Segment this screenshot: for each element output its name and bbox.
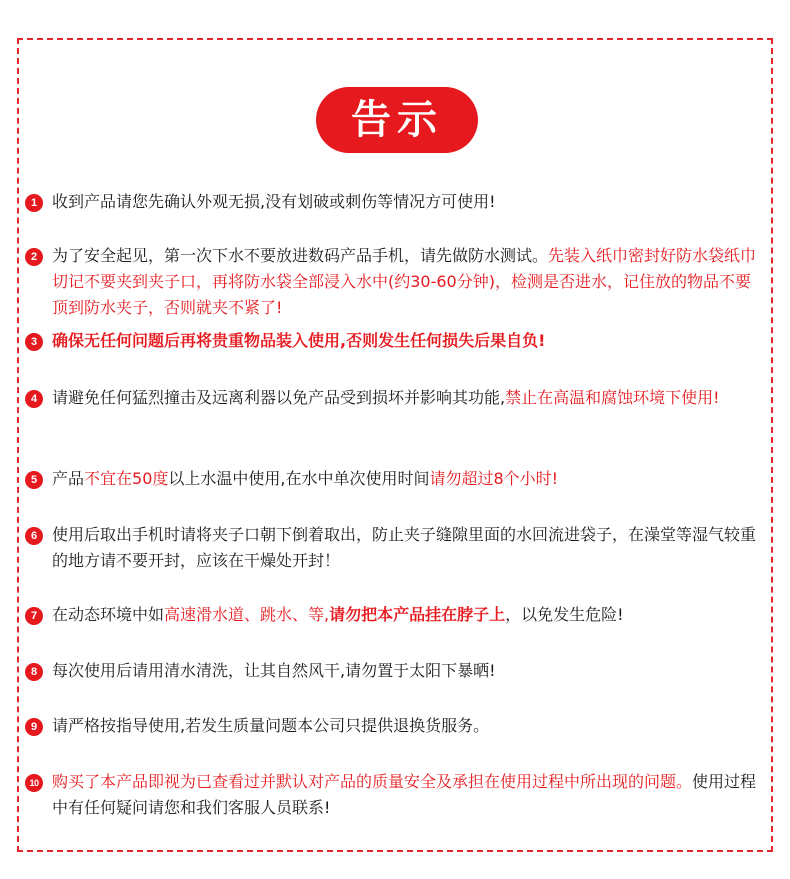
notice-text [52,466,765,492]
notice-item-10 [25,769,765,821]
number-badge: 8 [25,663,43,681]
notice-segment: 使用过程中有任何疑问请您和我们客服人员联系! [52,772,757,817]
number-badge: 3 [25,333,43,351]
notice-segment: 使用后取出手机时请将夹子口朝下倒着取出，防止夹子缝隙里面的水回流进袋子，在澡堂等湿气较重的地方请不要开封，应该在干燥处开封！ [52,525,757,570]
number-badge: 2 [25,248,43,266]
notice-segment: 请严格按指导使用,若发生质量问题本公司只提供退换货服务。 [52,716,490,735]
notice-item-5 [25,466,765,492]
notice-segment-highlight: 高速滑水道、跳水、等, [164,605,330,624]
notice-item-7 [25,602,765,628]
notice-segment: 为了安全起见，第一次下水不要放进数码产品手机，请先做防水测试。 [52,246,549,265]
notice-text [52,769,765,821]
notice-text [52,189,765,215]
notice-segment: 收到产品请您先确认外观无损,没有划破或刺伤等情况方可使用! [52,192,496,211]
notice-segment-highlight: 确保无任何问题后再将贵重物品装入使用,否则发生任何损失后果自负! [52,331,546,350]
title-badge [316,87,478,153]
notice-segment-highlight: 先装入纸巾密封好防水袋纸巾切记不要夹到夹子口，再将防水袋全部浸入水中(约30-60分钟)，检测是否进水，记住放的物品不要顶到防水夹子，否则就夹不紧了! [52,246,757,317]
notice-item-8 [25,658,765,684]
notice-item-4 [25,385,765,411]
number-badge: 10 [25,774,43,792]
number-badge: 4 [25,390,43,408]
notice-item-2 [25,243,765,321]
notice-segment-highlight: 请勿把本产品挂在脖子上 [329,605,506,624]
notice-segment: 请避免任何猛烈撞击及远离利器以免产品受到损坏并影响其功能, [52,388,506,407]
number-badge: 9 [25,718,43,736]
notice-segment: ，以免发生危险! [505,605,624,624]
notice-segment-highlight: 禁止在高温和腐蚀环境下使用! [505,388,720,407]
notice-segment: 以上水温中使用,在水中单次使用时间 [168,469,430,488]
notice-item-6 [25,522,765,574]
notice-segment: 在动态环境中如 [52,605,165,624]
notice-text [52,385,765,411]
number-badge: 5 [25,471,43,489]
number-badge: 6 [25,527,43,545]
notice-text [52,522,765,574]
number-badge: 1 [25,194,43,212]
notice-segment: 每次使用后请用清水清洗，让其自然风干,请勿置于太阳下暴晒! [52,661,496,680]
notice-text [52,713,765,739]
notice-segment-highlight: 请勿超过8个小时! [429,469,559,488]
notice-text [52,602,765,628]
notice-segment: 产品 [52,469,85,488]
number-badge: 7 [25,607,43,625]
notice-item-9 [25,713,765,739]
notice-text [52,328,765,354]
notice-item-1 [25,189,765,215]
notice-item-3 [25,328,765,354]
notice-text [52,658,765,684]
notice-text [52,243,765,321]
page-title: 告示 [351,97,443,143]
notice-segment-highlight: 不宜在50度 [84,469,169,488]
notice-segment-highlight: 购买了本产品即视为已查看过并默认对产品的质量安全及承担在使用过程中所出现的问题。 [52,772,693,791]
